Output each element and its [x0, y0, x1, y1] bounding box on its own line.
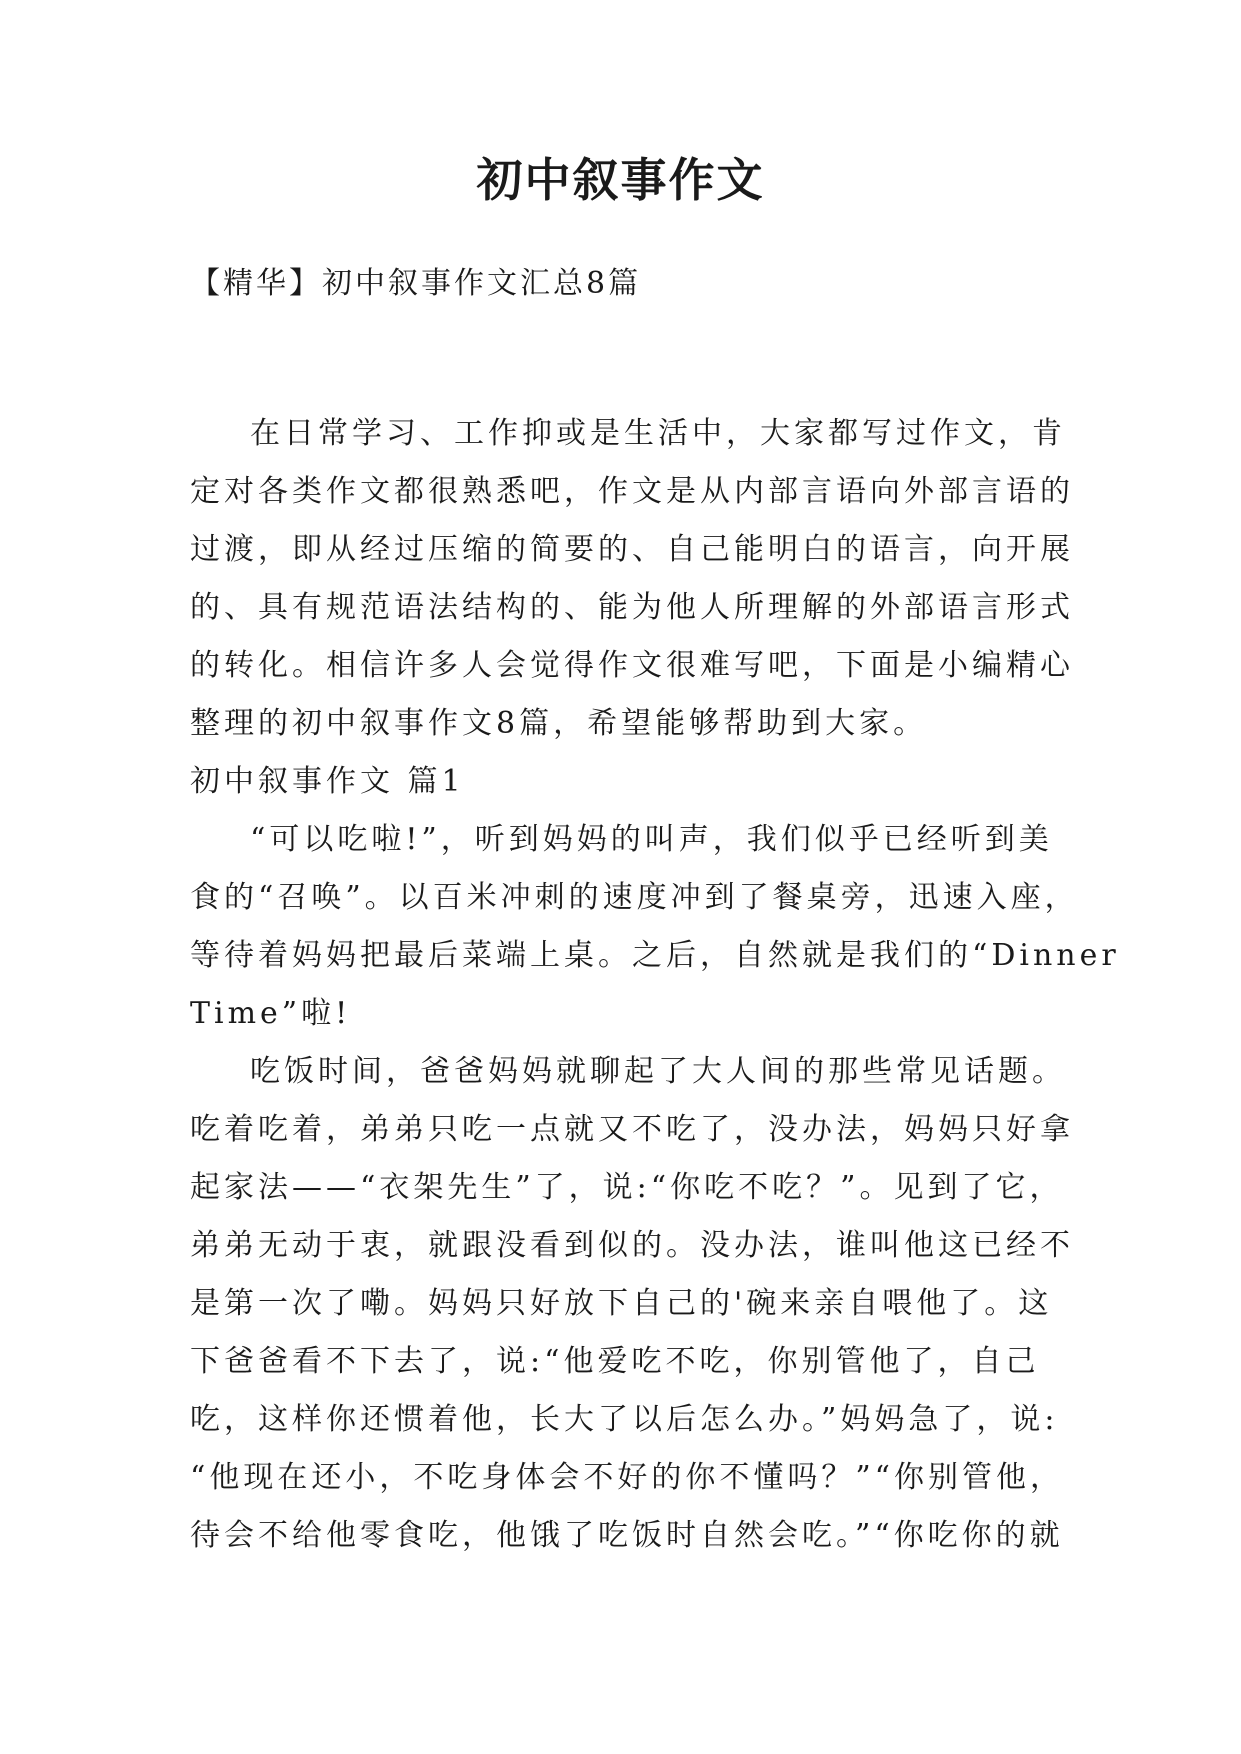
paragraph-line: 是第一次了嘞。妈妈只好放下自己的'碗来亲自喂他了。这 — [190, 1286, 1053, 1321]
paragraph-line: 食的“召唤”。以百米冲刺的速度冲到了餐桌旁，迅速入座， — [190, 880, 1079, 915]
intro-line: 在日常学习、工作抑或是生活中，大家都写过作文，肯 — [250, 416, 1066, 451]
intro-line: 整理的初中叙事作文8篇，希望能够帮助到大家。 — [190, 706, 928, 741]
paragraph-line: 起家法——“衣架先生”了，说:“你吃不吃？”。见到了它， — [190, 1170, 1064, 1205]
intro-line: 的转化。相信许多人会觉得作文很难写吧，下面是小编精心 — [190, 648, 1074, 683]
paragraph-line: 等待着妈妈把最后菜端上桌。之后，自然就是我们的“Dinner — [190, 938, 1120, 973]
paragraph-line: 下爸爸看不下去了，说:“他爱吃不吃，你别管他了，自己 — [190, 1344, 1040, 1379]
section-heading — [190, 753, 1090, 811]
page-title: 初中叙事作文 — [476, 153, 765, 207]
intro-line: 过渡，即从经过压缩的简要的、自己能明白的语言，向开展 — [190, 532, 1074, 567]
intro-line: 定对各类作文都很熟悉吧，作文是从内部言语向外部言语的 — [190, 474, 1074, 509]
section-heading-text: 初中叙事作文 篇1 — [190, 764, 465, 799]
paragraph-line: 弟弟无动于衷，就跟没看到似的。没办法，谁叫他这已经不 — [190, 1228, 1074, 1263]
paragraph-line: 吃，这样你还惯着他，长大了以后怎么办。”妈妈急了，说: — [190, 1402, 1059, 1437]
intro-paragraph — [190, 405, 1090, 753]
paragraph-line: 吃饭时间，爸爸妈妈就聊起了大人间的那些常见话题。 — [250, 1054, 1066, 1089]
paragraph-line: 吃着吃着，弟弟只吃一点就又不吃了，没办法，妈妈只好拿 — [190, 1112, 1074, 1147]
intro-line: 的、具有规范语法结构的、能为他人所理解的外部语言形式 — [190, 590, 1074, 625]
paragraph-2 — [190, 1043, 1090, 1565]
paragraph-1 — [190, 811, 1120, 1043]
paragraph-line: “可以吃啦!”，听到妈妈的叫声，我们似乎已经听到美 — [250, 822, 1053, 857]
paragraph-line: Time”啦! — [190, 996, 352, 1031]
paragraph-line: “他现在还小，不吃身体会不好的你不懂吗？”“你别管他， — [190, 1460, 1065, 1495]
document-subtitle: 【精华】初中叙事作文汇总8篇 — [190, 266, 642, 301]
document-body — [190, 405, 1120, 1565]
paragraph-line: 待会不给他零食吃，他饿了吃饭时自然会吃。”“你吃你的就 — [190, 1518, 1064, 1553]
